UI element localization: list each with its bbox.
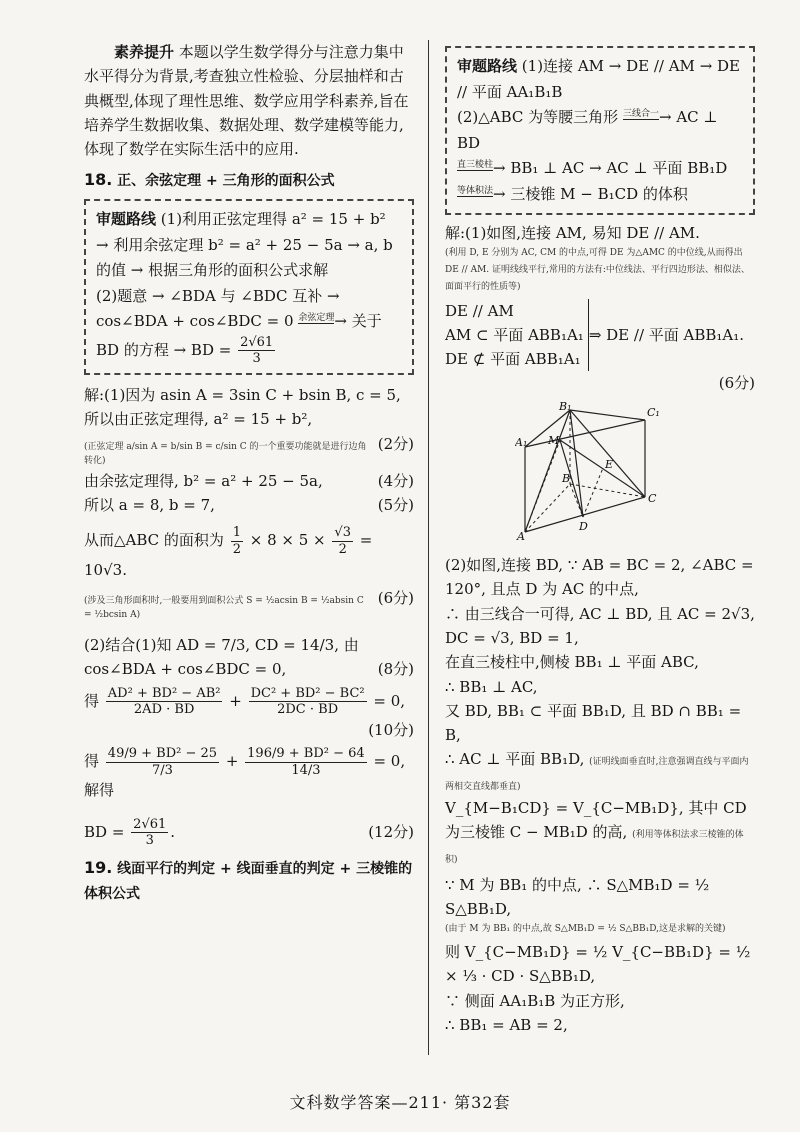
route-title: 审题路线 [96, 210, 157, 229]
label-a1: A₁ [515, 435, 528, 449]
route19-step2d: 三棱锥 M − B₁CD 的体积 [510, 184, 688, 203]
q19-route-box: 审题路线 (1)连接 AM → DE // AM → DE // 平面 AA₁B₁B (2)△ABC 为等腰三角形 $^{三线合一}$→ AC ⊥ BD $^{直三棱柱}$→ BB₁ ⊥ AC → AC ⊥ 平面 BB₁D $^{等体积法}$→ 三棱锥 M − B₁CD 的体积 [445, 46, 755, 215]
label-c1: C₁ [647, 405, 660, 419]
route19-step2b: AC ⊥ BD [457, 108, 718, 152]
q19-sol2-d: 在直三棱柱中,侧棱 BB₁ ⊥ 平面 ABC, [445, 653, 699, 672]
route19-step2a: (2)△ABC 为等腰三角形 [457, 108, 619, 126]
page-footer: 文科数学答案—211· 第32套 [289, 1093, 511, 1112]
q19-sol2-b: ∴ 由三线合一可得, AC ⊥ BD, 且 AC = 2√3, [445, 604, 755, 623]
edge-a1c1 [525, 420, 645, 447]
q19-score-6: (6分) [718, 374, 755, 393]
suyang-paragraph [84, 40, 414, 161]
q18-heading [84, 167, 414, 193]
q18-number: 18. [84, 170, 113, 190]
edge-b1c1 [570, 410, 645, 420]
q19-heading [84, 855, 414, 906]
route-step2c: 关于 [351, 312, 382, 331]
score-12: (12分) [368, 822, 414, 841]
sol1-line-c: 所以 a = 8, b = 7, [84, 496, 215, 515]
q19-sol2-a: (2)如图,连接 BD, ∵ AB = BC = 2, ∠ABC = 120°, 且点 D 为 AC 的中点, [445, 556, 754, 599]
route19-arrow1: 三线合一 [622, 109, 659, 119]
score-8: (8分) [377, 660, 414, 679]
substituted-fraction-2: $\frac{\text{196/9 + BD² − 64}}{14/3}$ [247, 746, 365, 778]
label-b: B [562, 471, 571, 485]
route19-arrow3: 等体积法 [457, 185, 494, 196]
route-step1: (1)利用正弦定理得 a² = 15 + b² → 利用余弦定理 b² = a² + 25 − 5a → a, b 的值 → 根据三角形的面积公式求解 [96, 210, 393, 280]
q19-number: 19. [84, 857, 113, 877]
label-c: C [648, 491, 657, 505]
score-6: (6分) [377, 588, 414, 607]
sol1-ann2-row [84, 586, 414, 623]
half-fraction: $\frac{1}{2}$ [232, 525, 241, 558]
sol2-line-b: cos∠BDA + cos∠BDC = 0, [84, 660, 287, 679]
edge-ab [525, 484, 570, 532]
route-bd-fraction: $\frac{2√61}{3}$ [240, 334, 274, 367]
label-m: M [548, 433, 560, 447]
q19-sol2-g-annotation: (证明线面垂直时,注意强调直线与平面内两相交直线都垂直) [445, 757, 749, 792]
q19-score-6-row [445, 371, 755, 395]
prism-diagram [515, 402, 685, 542]
sol1-line-a: 解:(1)因为 asin A = 3sin C + bsin B, c = 5, 所以由正弦定理得, a² = 15 + b², [84, 386, 401, 429]
q19-sol2-h: V_{M−B₁CD} = V_{C−MB₁D}, 其中 CD 为三棱锥 C − MB₁D 的高, (利用等体积法求三棱锥的体积) [445, 799, 747, 865]
substituted-fraction-1: $\frac{\text{49/9 + BD² − 25}}{7/3}$ [107, 746, 218, 778]
route-step2a: (2)题意 → ∠BDA 与 ∠BDC 互补 → [96, 286, 340, 305]
q19-system [445, 299, 755, 372]
label-b1: B₁ [559, 401, 572, 413]
suyang-title: 素养提升 [114, 43, 175, 61]
q19-sol1-line-a: 解:(1)如图,连接 AM, 易知 DE // AM. [445, 224, 700, 242]
route19-step1: (1)连接 AM → DE // AM → DE // 平面 AA₁B₁B [457, 57, 741, 101]
label-e: E [605, 457, 614, 471]
q18-title: 正、余弦定理 + 三角形的面积公式 [117, 173, 335, 190]
sol2-equation-d: 得 $\frac{\text{49/9 + BD² − 25}}{7/3}$ + $\frac{\text{196/9 + BD² − 64}}{14/3}$ = 0, 解得 [84, 746, 406, 800]
q19-sol2-g: ∴ AC ⊥ 平面 BB₁D, (证明线面垂直时,注意强调直线与平面内两相交直线都垂直) [445, 750, 749, 792]
q19-sol2-e: ∴ BB₁ ⊥ AC, [445, 677, 538, 696]
bd-result-fraction: $\frac{2√61}{3}$ [133, 816, 167, 849]
cos-bdc-fraction: $\frac{\text{DC² + BD² − BC²}}{2DC \cdot BD}$ [250, 685, 365, 718]
column-divider [428, 40, 429, 1055]
suyang-text: 本题以学生数学得分与注意力集中水平得分为背景,考查独立性检验、分层抽样和古典概型,体现了理性思维、数学应用学科素养,旨在培养学生数据收集、数据处理、数学建模等能力,体现了数学在实际生活中的应用. [84, 43, 409, 159]
route19-step2c: BB₁ ⊥ AC → AC ⊥ 平面 BB₁D [510, 159, 728, 177]
edge-am [525, 440, 560, 532]
route-arrow-label: 余弦定理 [298, 313, 335, 324]
sol2-equation-c: 得 $\frac{\text{AD² + BD² − AB²}}{2AD \cdot BD}$ + $\frac{\text{DC² + BD² − BC²}}{2DC \cdot BD}$ = 0, [84, 685, 406, 718]
label-d: D [579, 519, 588, 533]
score-4: (4分) [377, 471, 414, 490]
sol2-line-b-row [84, 657, 414, 681]
q19-sol1-annotation: (利用 D, E 分别为 AC, CM 的中点,可得 DE 为△AMC 的中位线,从而得出 DE // AM. 证明线线平行,常用的方法有:中位线法、平行四边形法、相似法、面面平行的性质等) [445, 248, 750, 293]
q19-sol2-l: ∴ BB₁ = AB = 2, [445, 1015, 568, 1034]
sol1-annotation: (正弦定理 a/sin A = b/sin B = c/sin C 的一个重要功能就是进行边角转化) [84, 441, 367, 467]
sol2-line-a: (2)结合(1)知 AD = 7/3, CD = 14/3, 由 [84, 636, 359, 655]
label-a: A [517, 529, 525, 542]
sol1-line-b: 由余弦定理得, b² = a² + 25 − 5a, [84, 471, 323, 490]
q18-route-box: 审题路线 (1)利用正弦定理得 a² = 15 + b² → 利用余弦定理 b² = a² + 25 − 5a → a, b 的值 → 根据三角形的面积公式求解 (2)题意 → ∠BDA 与 ∠BDC 互补 → cos∠BDA + cos∠BDC = 0 $^{余弦定理}$→ 关于 BD 的方程 → BD = $\frac{2√61}{3}$ [84, 199, 414, 375]
sol2-result: BD = $\frac{2√61}{3}$ . [84, 816, 176, 849]
route-title-19: 审题路线 [457, 57, 518, 75]
route-step2b: cos∠BDA + cos∠BDC = 0 [96, 312, 294, 331]
sol1-line-b-row [84, 469, 414, 493]
sqrt3-fraction: $\frac{√3}{2}$ [334, 525, 351, 558]
left-column [84, 40, 414, 905]
sol1-line-c-row [84, 493, 414, 517]
edge-bc [570, 484, 645, 497]
right-column [445, 46, 755, 1037]
q19-sol2-c: DC = √3, BD = 1, [445, 628, 579, 647]
q19-system-result: ⇒ DE // 平面 ABB₁A₁. [588, 325, 745, 344]
score-10-row [84, 718, 414, 742]
q19-sol2-j: 则 V_{C−MB₁D} = ½ V_{C−BB₁D} = ½ × ⅓ · CD · S△BB₁D, [445, 943, 751, 986]
q19-sol2-f: 又 BD, BB₁ ⊂ 平面 BB₁D, 且 BD ∩ BB₁ = B, [445, 701, 742, 745]
score-2: (2分) [377, 434, 414, 453]
q19-sol2-i-annotation: (由于 M 为 BB₁ 的中点,故 S△MB₁D = ½ S△BB₁D,这是求解的关键) [445, 923, 726, 934]
cos-bda-fraction: $\frac{\text{AD² + BD² − AB²}}{2AD \cdot BD}$ [107, 685, 221, 718]
q19-sol2-k: ∵ 侧面 AA₁B₁B 为正方形, [445, 991, 625, 1010]
q19-title: 线面平行的判定 + 线面垂直的判定 + 三棱锥的体积公式 [84, 860, 413, 902]
route-step2d: BD 的方程 → BD = [96, 340, 232, 359]
q19-sol2-i: ∵ M 为 BB₁ 的中点, ∴ S△MB₁D = ½ S△BB₁D, [445, 875, 710, 919]
sol1-area-line: 从而△ABC 的面积为 $\frac{1}{2}$ × 8 × 5 × $\frac{√3}{2}$ = 10√3. [84, 525, 373, 579]
q19-sol2-h-annotation: (利用等体积法求三棱锥的体积) [445, 830, 744, 865]
sol2-result-row [84, 817, 414, 849]
route19-arrow2: 直三棱柱 [457, 160, 494, 170]
sol1-annotation-2: (涉及三角形面积时,一般要用到面积公式 S = ½acsin B = ½absin C = ½bcsin A) [84, 595, 364, 621]
score-5: (5分) [377, 496, 414, 515]
sol1-ann-row [84, 432, 414, 469]
score-10: (10分) [368, 720, 414, 739]
q19-system-lines: DE // AM AM ⊂ 平面 ABB₁A₁ DE ⊄ 平面 ABB₁A₁ [445, 299, 589, 372]
